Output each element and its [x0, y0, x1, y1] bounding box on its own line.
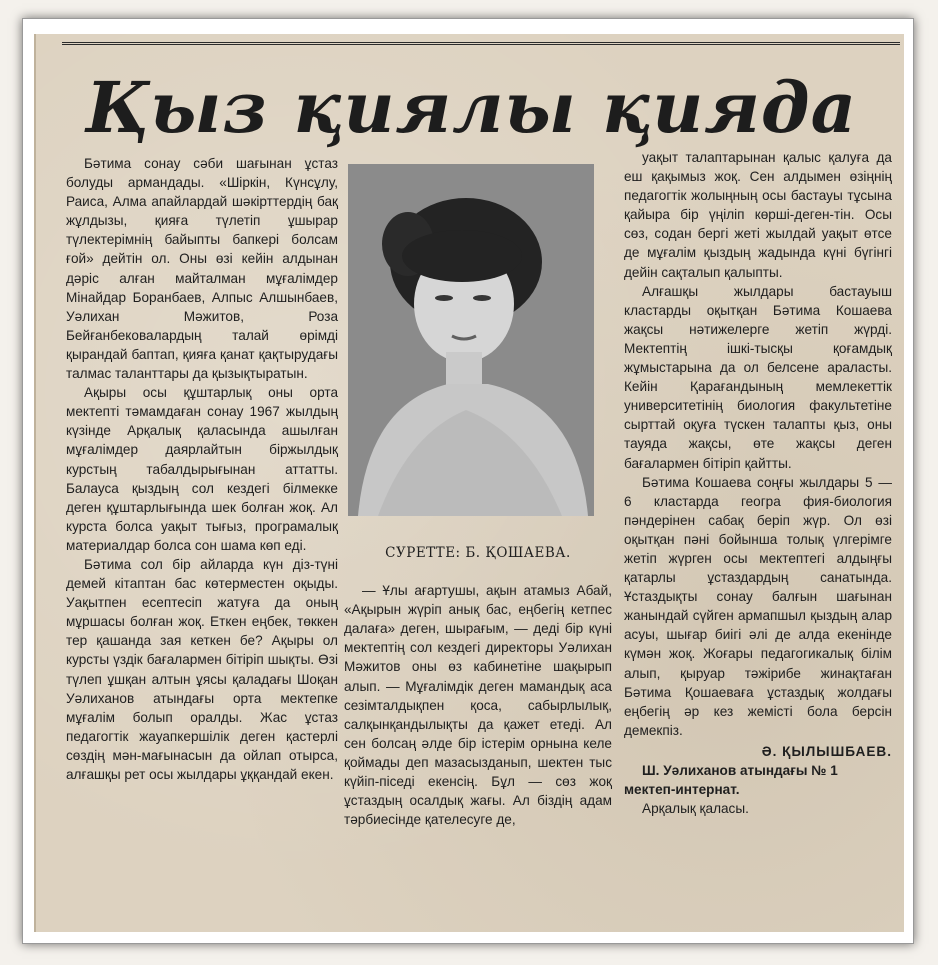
affiliation-line-2: мектеп-интернат. [624, 782, 740, 798]
portrait-photo [348, 164, 594, 516]
newspaper-clipping [34, 34, 904, 932]
paragraph: Алғашқы жылдары бастауыш кластарды оқытқан Бәтима Кошаева жақсы нәтижелерге жетіп жүрді. Мектептің ішкі-тысқы қоғамдық жұмыстарына да ол белсене араласты. Кейін Қарағандының мемлекеттік университетінің биология факультетіне сырттай оқуға түскен талапты қыз, оны тауяда жақсы, өте жақсы деген бағалармен бітіріп қайтты. [624, 283, 892, 471]
affiliation-line-1: Ш. Уәлиханов атындағы № 1 [642, 763, 838, 778]
paragraph: — Ұлы ағартушы, ақын атамыз Абай, «Ақырын жүріп анық бас, еңбегің кетпес далаға» деген, шырағым, — деді бір күні мектептің сол кездегі директоры Уәлихан Мәжитов оны өз кабинетіне шақырып алып. — Мұғалімдік деген мамандық аса сезімталдықпен қоса, сабырлылық, салқынқандылықты да қажет етеді. Ал сен болсаң әлде бір істерім орнына келе қоймады деп мазасызданып, шектен тыс күйіп-піседі екенсің. Бұл — сөз жоқ ұстаздың осалдық жағы. Ал біздің адам тәрбиесінде қателесуге де, [344, 583, 612, 828]
paragraph: уақыт талаптарынан қалыс қалуға да еш қақымыз жоқ. Сен алдымен өзіңнің педагогтік жолыңның осы бастауы тұсына қайыра бір үңіліп көрші-деген-тін. Осы сөз, содан бергі жеті жылдай уақыт өтсе де мұғалім қыздың жадында күні бүгінгі дейін сақталып қалыпты. [624, 150, 892, 280]
article-column-2 [344, 164, 612, 829]
author-signature: Ә. ҚЫЛЫШБАЕВ. [761, 743, 892, 759]
article-column-3 [624, 148, 892, 818]
paragraph: Бәтима сонау сәби шағынан ұстаз болуды армандады. «Шіркін, Күнсұлу, Раиса, Алма апайлардай шәкірттердің бақ жұлдызы, қияға түлетіп ұшырар түлектерімнің байыпты бапкері болсам ғой» дейтін ол. Оны өзі кейін алдынан дәріс алған майталман мұғалімдер Мінайдар Боранбаев, Алпыс Алшынбаев, Уәлихан Мәжитов, Роза Бейғанбековалардың талай өрімді қырандай баптап, қияға қанат қақтырудағы талмас таланттары да қызықтыратын. [66, 156, 338, 382]
paragraph: Бәтима сол бір айларда күн діз-түні демей кітаптан бас көтерместен оқыды. Уақытпен есептесіп жатуға да оның мұршасы болған жоқ. Еткен еңбек, төккен тер қашанда зая кеткен бе? Ақыры ол курсты үздік бағалармен бітіріп шықты. Өзі түлеп ұшқан алтын ұясы қаладағы Шоқан Уәлиханов атындағы орта мектепке мұғалім болып оралды. Жас ұстаз педагогтік жауапкершілік деген қастерлі сөздің мән-мағынасын да ойлап отырса, алғашқы рет осы жылдары ұққандай екен. [66, 556, 338, 782]
article-headline: Қыз қиялы қияда [86, 66, 857, 149]
top-rule [62, 42, 900, 45]
location-line: Арқалық қаласы. [642, 801, 749, 817]
article-column-1 [66, 154, 338, 784]
photo-caption: СУРЕТТЕ: Б. ҚОШАЕВА. [385, 545, 571, 561]
portrait-photo-icon [348, 164, 594, 516]
paragraph: Бәтима Кошаева соңғы жылдары 5 — 6 кластарда геогра фия-биология пәндерінен сабақ беріп жүр. Ол өзі оқытқан пәні бойынша толық үлгерімге жетіп жүрген осы мектептегі алдыңғы қатарлы ұстаздардың санатында. Ұстаздықты сонау балғын шағынан жанындай сүйген армапшыл қыздың алар асуы, шығар биігі әлі де алда екенінде күмән жоқ. Жоғары педагогикалық білім алып, қыруар тәжірибе жинақтаған Бәтима Қошаеваға ұстаздық жолдағы еңбегің әр кез жемісті бола берсін демекпіз. [624, 474, 892, 738]
paragraph: Ақыры осы құштарлық оны орта мектепті тәмамдаған сонау 1967 жылдың күзінде Арқалық қаласында ашылған мұғалімдер даярлайтын біржылдық курстың табалдырығынан аттатты. Балауса қыздың сол кездегі білмекке деген құштарлығында шек болған жоқ. Ал курста болса уақыт тығыз, програмалық материалдар болса сон шама көп еді. [66, 385, 338, 553]
